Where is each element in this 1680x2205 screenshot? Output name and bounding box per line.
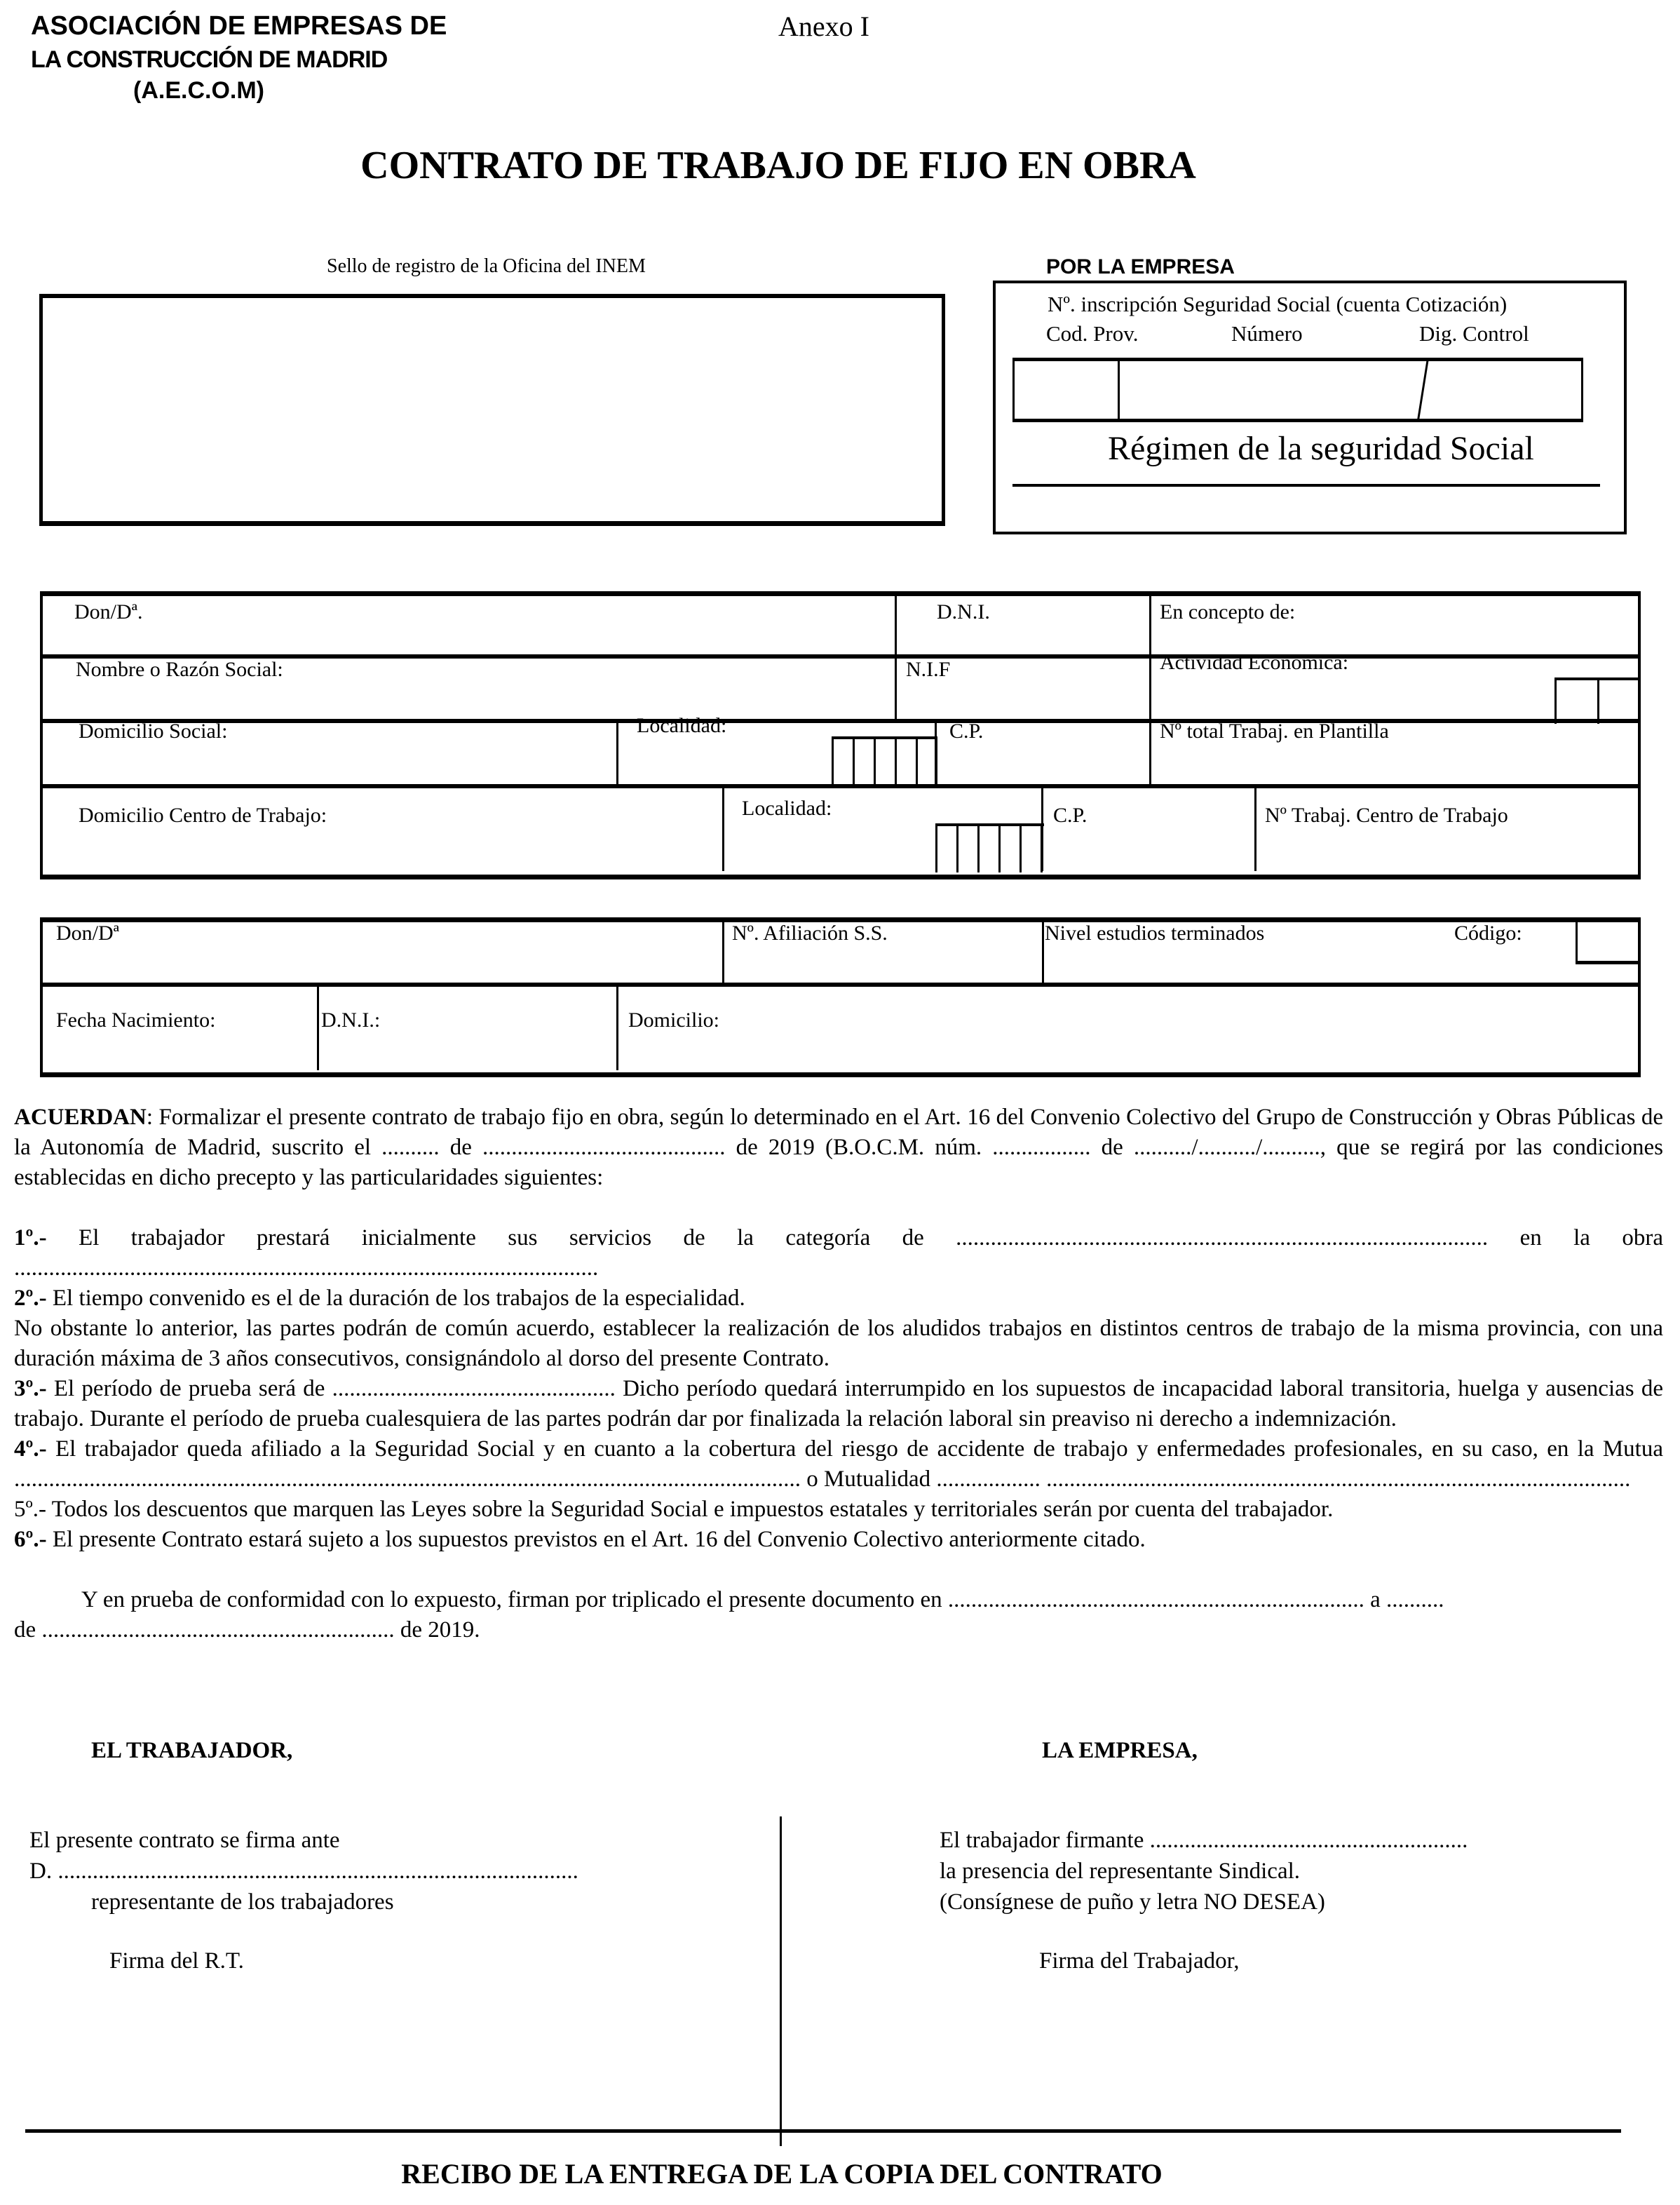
localidad-centro-label: Localidad: bbox=[742, 797, 832, 820]
left-sign-line2: D. .......................................................................................... bbox=[29, 1859, 578, 1884]
stamp-box-double-line bbox=[39, 523, 945, 526]
signature-divider bbox=[780, 1816, 782, 2146]
actividad-label: Actividad Económica: bbox=[1160, 651, 1349, 674]
worker-don-label: Don/Dª bbox=[56, 922, 119, 945]
clause-text: El trabajador prestará inicialmente sus servicios de la categoría de ............................................................................................ en la obra ..................................................................................................... bbox=[14, 1225, 1663, 1281]
acuerdan-label: ACUERDAN bbox=[14, 1105, 147, 1130]
row-divider bbox=[40, 719, 1641, 723]
stamp-box bbox=[39, 294, 945, 524]
worker-signature-label: Firma del Trabajador, bbox=[1039, 1948, 1240, 1974]
concepto-label: En concepto de: bbox=[1160, 600, 1296, 623]
clause-6 bbox=[14, 1525, 1663, 1555]
codigo-input[interactable] bbox=[1576, 920, 1639, 964]
clause-3 bbox=[14, 1374, 1663, 1434]
clause-number: 1º.- bbox=[14, 1225, 47, 1250]
col-divider bbox=[1149, 594, 1151, 787]
clause-2 bbox=[14, 1283, 1663, 1314]
signature-bottom-line bbox=[25, 2129, 1621, 2133]
left-sign-line3: representante de los trabajadores bbox=[91, 1889, 394, 1915]
cp-centro-label: C.P. bbox=[1053, 804, 1088, 827]
company-table bbox=[40, 591, 1641, 879]
acuerdan-text: : Formalizar el presente contrato de trabajo fijo en obra, según lo determinado en el Art. 16 del Convenio Colectivo del Grupo de Construcción y Obras Públicas de la Autonomía de Madrid, suscrito el .......... de .......................................... de 2019 (B.O.C.M. núm. ................. de ........../........../.........., que se regirá por las condiciones establecidas en dicho precepto y las particularidades siguientes: bbox=[14, 1105, 1663, 1190]
col-divider bbox=[722, 787, 724, 871]
domicilio-social-label: Domicilio Social: bbox=[79, 720, 228, 743]
ss-number-input[interactable] bbox=[1012, 358, 1583, 422]
rt-signature-label: Firma del R.T. bbox=[109, 1948, 244, 1974]
col-divider bbox=[1254, 787, 1256, 871]
org-name-line2: LA CONSTRUCCIÓN DE MADRID bbox=[31, 46, 388, 73]
regimen-line[interactable] bbox=[1012, 484, 1600, 487]
clause-4 bbox=[14, 1434, 1663, 1495]
contract-body bbox=[14, 1102, 1663, 1645]
afiliacion-label: Nº. Afiliación S.S. bbox=[732, 922, 888, 945]
clause-text: El trabajador queda afiliado a la Seguridad Social y en cuanto a la cobertura del riesgo de accidente de trabajo y enfermedades profesionales, en su caso, en la Mutua ........................................................................................................................................ o Mutualidad .................. ..................................................................................................... bbox=[14, 1436, 1663, 1492]
col-divider bbox=[1042, 920, 1044, 985]
col-divider bbox=[616, 985, 618, 1070]
domicilio-centro-label: Domicilio Centro de Trabajo: bbox=[79, 804, 327, 827]
org-name-line1: ASOCIACIÓN DE EMPRESAS DE bbox=[31, 11, 447, 41]
company-signature-heading: LA EMPRESA, bbox=[1042, 1738, 1198, 1763]
stamp-label: Sello de registro de la Oficina del INEM bbox=[327, 255, 646, 277]
col-divider bbox=[317, 985, 319, 1070]
total-trabaj-label: Nº total Trabaj. en Plantilla bbox=[1160, 720, 1389, 743]
right-sign-line2: la presencia del representante Sindical. bbox=[940, 1859, 1301, 1884]
receipt-heading: RECIBO DE LA ENTREGA DE LA COPIA DEL CONTRATO bbox=[401, 2158, 1163, 2190]
actividad-code-input[interactable] bbox=[1554, 677, 1641, 724]
localidad-label: Localidad: bbox=[637, 714, 727, 737]
don-label: Don/Dª. bbox=[74, 600, 143, 623]
company-heading: POR LA EMPRESA bbox=[1046, 255, 1235, 278]
ss-number-divider bbox=[1118, 359, 1120, 419]
clause-number: 2º.- bbox=[14, 1286, 47, 1311]
dig-control-label: Dig. Control bbox=[1419, 321, 1529, 346]
trabaj-centro-label: Nº Trabaj. Centro de Trabajo bbox=[1265, 804, 1508, 827]
clause-1 bbox=[14, 1223, 1663, 1283]
cp-label: C.P. bbox=[949, 720, 984, 743]
cp-centro-input[interactable] bbox=[935, 823, 1044, 872]
page-title: CONTRATO DE TRABAJO DE FIJO EN OBRA bbox=[360, 144, 1196, 187]
annex-label: Anexo I bbox=[778, 11, 869, 42]
acuerdan-paragraph bbox=[14, 1102, 1663, 1193]
org-acronym: (A.E.C.O.M) bbox=[133, 77, 264, 104]
clause-number: 3º.- bbox=[14, 1376, 47, 1401]
col-divider bbox=[895, 594, 897, 720]
row-divider bbox=[40, 983, 1641, 987]
numero-label: Número bbox=[1231, 321, 1303, 346]
clause-text: El período de prueba será de ................................................. Dicho período quedará interrumpido en los supuestos de incapacidad laboral transitoria, huelga y ausencias de trabajo. Durante el período de prueba cualesquiera de las partes podrán dar por finalizada la relación laboral sin preaviso ni derecho a indemnización. bbox=[14, 1376, 1663, 1431]
col-divider bbox=[722, 920, 724, 985]
clause-text: El presente Contrato estará sujeto a los supuestos previstos en el Art. 16 del Convenio Colectivo anteriormente citado. bbox=[46, 1527, 1146, 1552]
left-sign-line1: El presente contrato se firma ante bbox=[29, 1828, 340, 1853]
clause-2-extra: No obstante lo anterior, las partes podrán de común acuerdo, establecer la realización de los aludidos trabajos en distintos centros de trabajo de la misma provincia, con una duración máxima de 3 años consecutivos, consignándolo al dorso del presente Contrato. bbox=[14, 1316, 1663, 1371]
col-divider bbox=[616, 721, 618, 785]
nivel-estudios-label: Nivel estudios terminados bbox=[1045, 922, 1265, 945]
closing-line: Y en prueba de conformidad con lo expuesto, firman por triplicado el presente documento en ........................................................................ a .......... bbox=[81, 1587, 1444, 1612]
clause-5: 5º.- Todos los descuentos que marquen las Leyes sobre la Seguridad Social e impuestos estatales y territoriales serán por cuenta del trabajador. bbox=[14, 1497, 1334, 1522]
ss-inscription-label: Nº. inscripción Seguridad Social (cuenta Cotización) bbox=[1048, 292, 1508, 316]
razon-social-label: Nombre o Razón Social: bbox=[76, 658, 283, 681]
clause-number: 4º.- bbox=[14, 1436, 47, 1462]
regimen-label: Régimen de la seguridad Social bbox=[1108, 430, 1534, 467]
right-sign-line3: (Consígnese de puño y letra NO DESEA) bbox=[940, 1889, 1325, 1915]
worker-dni-label: D.N.I.: bbox=[321, 1009, 381, 1032]
worker-domicilio-label: Domicilio: bbox=[628, 1009, 719, 1032]
right-sign-line1: El trabajador firmante ....................................................... bbox=[940, 1828, 1468, 1853]
worker-signature-heading: EL TRABAJADOR, bbox=[91, 1738, 293, 1763]
fecha-nacimiento-label: Fecha Nacimiento: bbox=[56, 1009, 216, 1032]
cp-social-input[interactable] bbox=[832, 736, 937, 788]
nif-label: N.I.F bbox=[906, 658, 951, 681]
dni-label: D.N.I. bbox=[937, 600, 990, 623]
clause-text: El tiempo convenido es el de la duración de los trabajos de la especialidad. bbox=[46, 1286, 745, 1311]
closing-line-2: de ............................................................. de 2019. bbox=[14, 1617, 480, 1643]
clause-number: 6º.- bbox=[14, 1527, 47, 1552]
cod-prov-label: Cod. Prov. bbox=[1046, 321, 1139, 346]
codigo-label: Código: bbox=[1454, 922, 1522, 945]
